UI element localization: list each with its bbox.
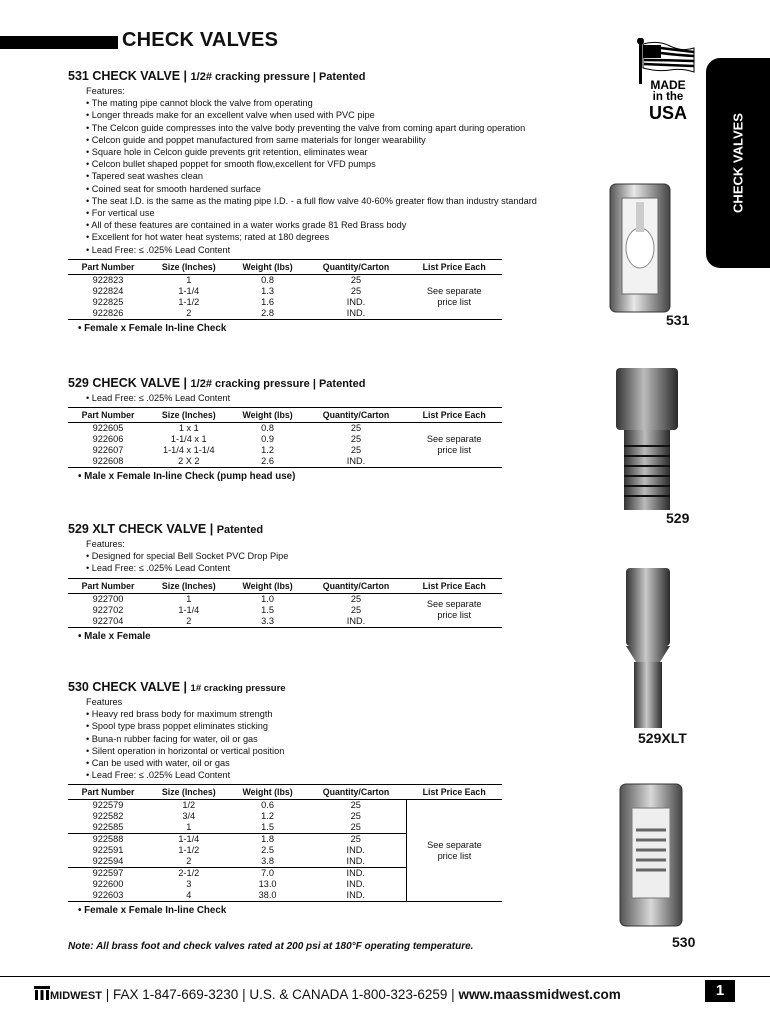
header-bar: [0, 36, 118, 49]
features-list: • Lead Free: ≤ .025% Lead Content: [86, 393, 231, 403]
product-label-529xlt: 529XLT: [638, 730, 687, 746]
made-in-usa-logo: [636, 38, 696, 124]
section-title: 529 XLT CHECK VALVE | Patented: [68, 522, 264, 536]
made-text: MADE: [650, 78, 686, 92]
usa-text: USA: [648, 103, 687, 123]
section-footnote: • Male x Female: [78, 630, 151, 642]
features-list: Features • Heavy red brass body for maximum strength • Spool type brass poppet eliminates sticking • Buna-n rubber facing for water, oil or gas • Silent operation in horizontal or vertical position • Can be used with water, oil or gas • Lead Free: ≤ .025% Lead Content: [86, 697, 285, 781]
footer-rule: [0, 976, 770, 977]
footer-url[interactable]: www.maassmidwest.com: [458, 987, 621, 1002]
temperature-note: Note: All brass foot and check valves rated at 200 psi at 180°F operating temperature.: [68, 941, 474, 952]
features-list: Features: • The mating pipe cannot block the valve from operating • Longer threads make for an excellent valve when used with PVC pipe • The Celcon guide compresses into the valve body preventing the valve from coming apart during operation • Celcon guide and poppet manufactured from same materials for longer wearability • Square hole in Celcon guide prevents grit retention, eliminates wear • Celcon bullet shaped poppet for smooth flow,excellent for VFD pumps • Tapered seat washes clean • Coined seat for smooth hardened surface • The seat I.D. is the same as the mating pipe I.D. - a full flow valve 40-60% greater flow than industry standard • For vertical use • All of these features are contained in a water works grade 81 Red Brass body • Excellent for hot water heat systems; rated at 180 degrees • Lead Free: ≤ .025% Lead Content: [86, 86, 537, 255]
section-footnote: • Female x Female In-line Check: [78, 322, 227, 334]
section-title: 531 CHECK VALVE | 1/2# cracking pressure | Patented: [68, 69, 366, 83]
section-529: [68, 376, 608, 482]
footer: [34, 986, 621, 1002]
spec-table: Part Number Size (Inches) Weight (lbs) Quantity/Carton List Price Each 922823 922824 922825 922826 1 1-1/4 1-1/2 2 0.8 1.3 1.6 2.8 25 25 IND. IND. See separate price list: [68, 259, 502, 320]
side-tab[interactable]: [706, 58, 770, 268]
valve-531-image: [600, 178, 680, 318]
section-530: [68, 680, 608, 916]
m-logo-icon: [34, 986, 50, 1000]
section-title: 530 CHECK VALVE | 1# cracking pressure: [68, 680, 286, 694]
page-title: CHECK VALVES: [122, 29, 279, 51]
section-529xlt: [68, 522, 608, 642]
footer-contact: | FAX 1-847-669-3230 | U.S. & CANADA 1-800-323-6259 |: [105, 987, 455, 1002]
valve-529-image: [612, 366, 682, 512]
section-title: 529 CHECK VALVE | 1/2# cracking pressure | Patented: [68, 376, 366, 390]
section-footnote: • Female x Female In-line Check: [78, 905, 227, 917]
spec-table: Part Number Size (Inches) Weight (lbs) Quantity/Carton List Price Each 922579 922582 922585 1/2 3/4 1 0.6 1.2 1.5 25 25 25 See separate price list 922588 922591 922594 1-1/4 1-1/2 2 1.8 2.5 3.8 25 IND. IND. 922597 922600 922603 2-1/2 3 4 7.0 13.0 38.0 IND. IND. IND.: [68, 784, 502, 902]
section-531: [68, 69, 608, 334]
product-label-531: 531: [666, 312, 690, 328]
in-the-text: in the: [652, 91, 684, 103]
side-tab-label: CHECK VALVES: [730, 113, 746, 213]
page-number: 1: [705, 980, 735, 1002]
midwest-logo: MIDWEST: [34, 987, 106, 1002]
valve-530-image: [614, 780, 688, 930]
spec-table: Part Number Size (Inches) Weight (lbs) Quantity/Carton List Price Each 922700 922702 922704 1 1-1/4 2 1.0 1.5 3.3 25 25 IND. See separate price list: [68, 578, 502, 628]
product-label-530: 530: [672, 934, 696, 950]
valve-529xlt-image: [620, 566, 676, 732]
section-footnote: • Male x Female In-line Check (pump head use): [78, 471, 296, 483]
spec-table: Part Number Size (Inches) Weight (lbs) Quantity/Carton List Price Each 922605 922606 922607 922608 1 x 1 1-1/4 x 1 1-1/4 x 1-1/4 2 X 2 0.8 0.9 1.2 2.6 25 25 25 IND. See separate price list: [68, 407, 502, 468]
product-label-529: 529: [666, 510, 690, 526]
features-list: Features: • Designed for special Bell Socket PVC Drop Pipe • Lead Free: ≤ .025% Lead Content: [86, 539, 289, 574]
